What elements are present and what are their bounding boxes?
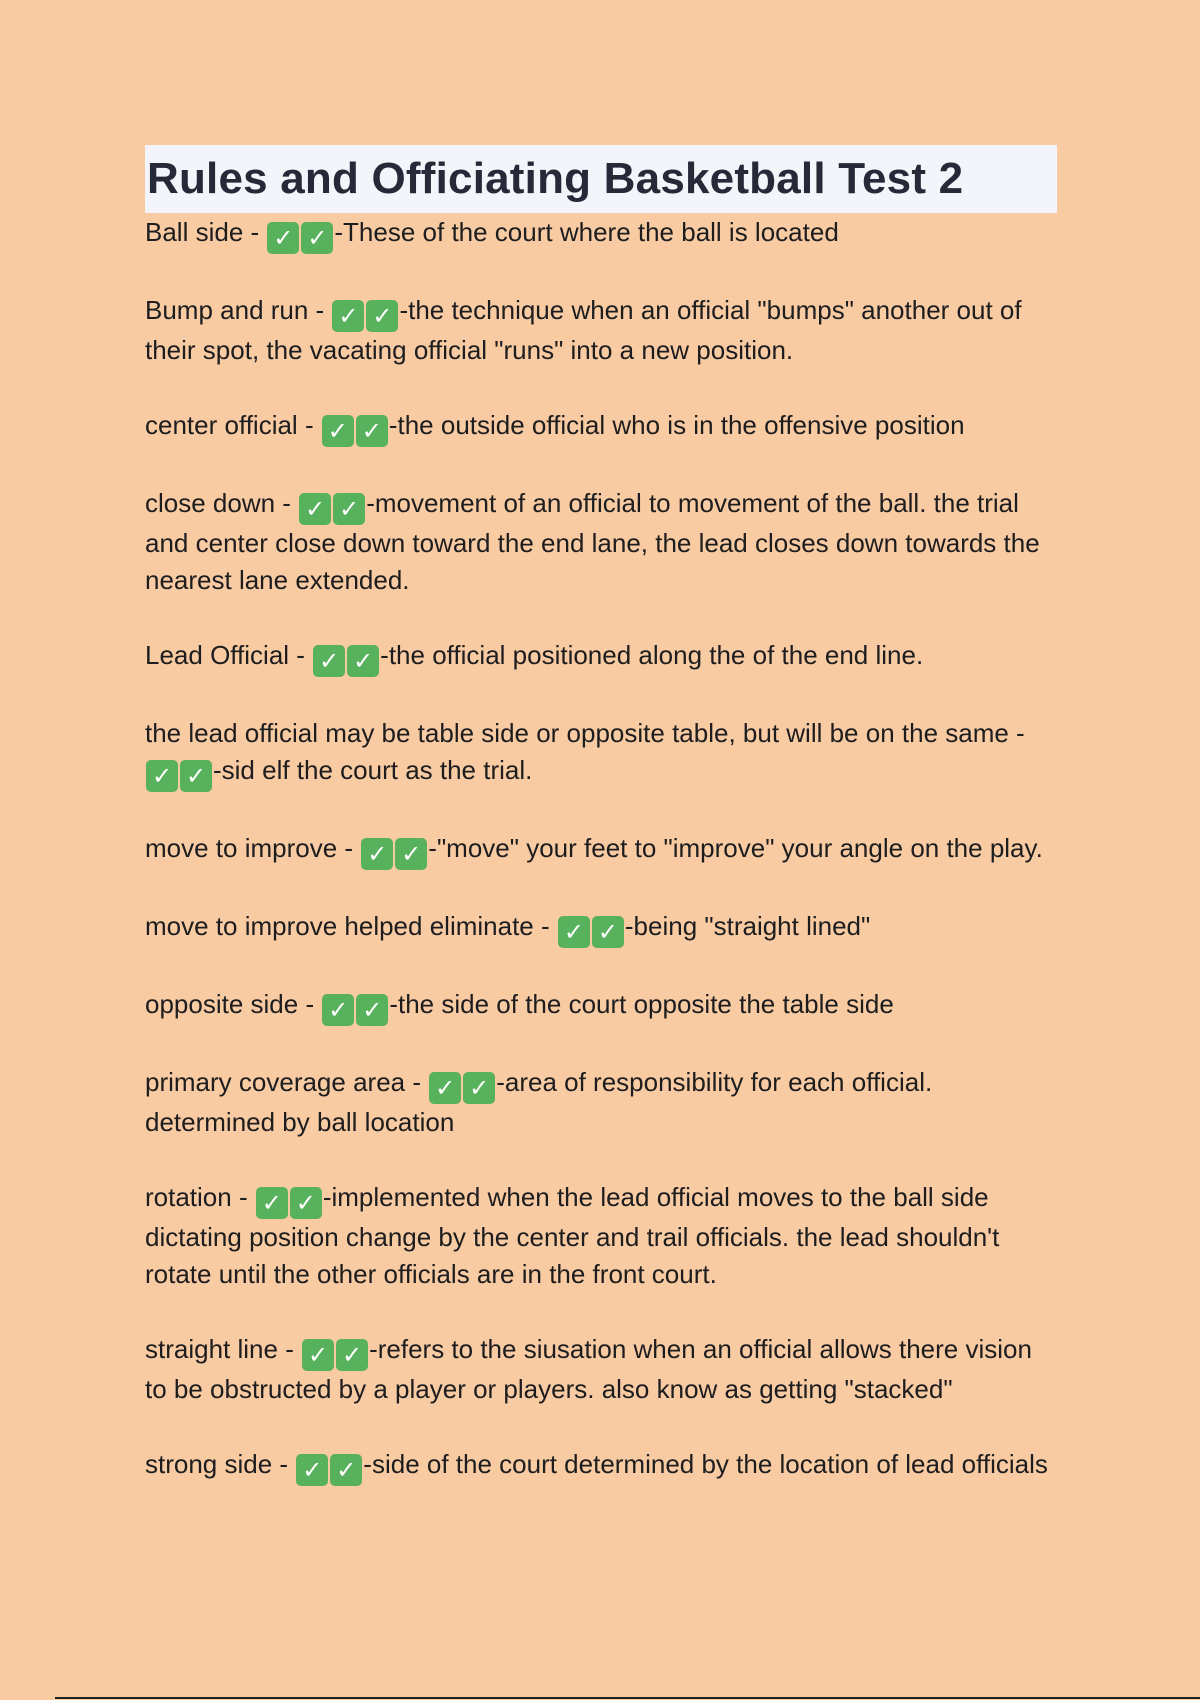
double-check-icon — [558, 916, 624, 948]
double-check-icon — [322, 994, 388, 1026]
check-icon: ✓ — [180, 760, 212, 792]
entry-separator: - — [297, 410, 321, 440]
check-icon: ✓ — [330, 1454, 362, 1486]
entry-separator: - — [533, 911, 557, 941]
entry-separator: - — [243, 217, 267, 247]
check-icon: ✓ — [301, 222, 333, 254]
check-icon: ✓ — [333, 493, 365, 525]
list-item — [145, 407, 1057, 447]
list-item — [145, 908, 1057, 948]
entry-definition: -the official positioned along the of the end line. — [380, 640, 924, 670]
entry-definition: -being "straight lined" — [624, 911, 871, 941]
check-icon: ✓ — [429, 1072, 461, 1104]
check-icon: ✓ — [296, 1454, 328, 1486]
entry-separator: - — [275, 488, 299, 518]
check-icon: ✓ — [313, 645, 345, 677]
entry-separator: - — [1008, 718, 1025, 748]
entry-definition: -side of the court determined by the location of lead officials — [363, 1449, 1048, 1479]
entry-term: strong side — [145, 1449, 273, 1479]
double-check-icon — [429, 1072, 495, 1104]
check-icon: ✓ — [361, 838, 393, 870]
footer-divider — [55, 1697, 1200, 1699]
entry-definition: -"move" your feet to "improve" your angle on the play. — [428, 833, 1043, 863]
entry-separator: - — [337, 833, 361, 863]
entry-definition: -the outside official who is in the offensive position — [388, 410, 965, 440]
entry-separator: - — [405, 1067, 429, 1097]
check-icon: ✓ — [322, 994, 354, 1026]
check-icon: ✓ — [146, 760, 178, 792]
entry-term: rotation — [145, 1182, 232, 1212]
entry-term: primary coverage area — [145, 1067, 406, 1097]
double-check-icon — [256, 1187, 322, 1219]
entry-term: opposite side — [145, 989, 299, 1019]
check-icon: ✓ — [356, 415, 388, 447]
entry-separator: - — [277, 1334, 302, 1364]
list-item — [145, 1064, 1057, 1141]
check-icon: ✓ — [267, 222, 299, 254]
entry-separator: - — [289, 640, 313, 670]
entry-definition: -the side of the court opposite the table side — [389, 989, 894, 1019]
check-icon: ✓ — [463, 1072, 495, 1104]
list-item — [145, 1446, 1057, 1486]
check-icon: ✓ — [366, 300, 398, 332]
entry-definition: -the technique when an official "bumps" another out of their spot, the vacating official "runs" into a new position. — [145, 295, 1022, 365]
double-check-icon — [361, 838, 427, 870]
entry-term: straight line — [145, 1334, 278, 1364]
double-check-icon — [322, 415, 388, 447]
check-icon: ✓ — [322, 415, 354, 447]
check-icon: ✓ — [336, 1339, 368, 1371]
page-title: Rules and Officiating Basketball Test 2 — [147, 154, 964, 203]
double-check-icon — [146, 760, 212, 792]
check-icon: ✓ — [302, 1339, 334, 1371]
check-icon: ✓ — [256, 1187, 288, 1219]
double-check-icon — [313, 645, 379, 677]
double-check-icon — [302, 1339, 368, 1371]
check-icon: ✓ — [290, 1187, 322, 1219]
list-item — [145, 292, 1057, 369]
entry-list — [145, 215, 1057, 1486]
entry-term: center official — [145, 410, 298, 440]
check-icon: ✓ — [299, 493, 331, 525]
check-icon: ✓ — [558, 916, 590, 948]
list-item — [145, 215, 1057, 254]
list-item — [145, 1331, 1057, 1408]
document-page — [145, 145, 1057, 1524]
double-check-icon — [296, 1454, 362, 1486]
double-check-icon — [332, 300, 398, 332]
entry-term: the lead official may be table side or opposite table, but will be on the same — [145, 718, 1009, 748]
entry-definition: -area of responsibility for each official. determined by ball location — [145, 1067, 933, 1137]
entry-term: Ball side — [145, 217, 244, 247]
check-icon: ✓ — [332, 300, 364, 332]
entry-definition: -These of the court where the ball is located — [334, 217, 839, 247]
entry-term: move to improve helped eliminate — [145, 911, 534, 941]
entry-definition: -sid elf the court as the trial. — [213, 755, 533, 785]
entry-definition: -implemented when the lead official moves to the ball side dictating position change by the center and trail officials. the lead shouldn't rotate until the other officials are in the front court. — [145, 1182, 1000, 1289]
entry-definition: -refers to the siusation when an official allows there vision to be obstructed by a player or players. also know as getting "stacked" — [145, 1334, 1032, 1404]
double-check-icon — [267, 222, 333, 254]
entry-separator: - — [272, 1449, 296, 1479]
entry-definition: -movement of an official to movement of the ball. the trial and center close down toward the end lane, the lead closes down towards the nearest lane extended. — [145, 488, 1040, 595]
list-item — [145, 986, 1057, 1026]
entry-term: move to improve — [145, 833, 338, 863]
double-check-icon — [299, 493, 365, 525]
entry-term: Lead Official — [145, 640, 290, 670]
entry-term: close down — [145, 488, 276, 518]
list-item — [145, 485, 1057, 599]
entry-term: Bump and run — [145, 295, 309, 325]
entry-separator: - — [231, 1182, 255, 1212]
list-item — [145, 637, 1057, 677]
list-item — [145, 1179, 1057, 1293]
entry-separator: - — [308, 295, 332, 325]
check-icon: ✓ — [395, 838, 427, 870]
check-icon: ✓ — [347, 645, 379, 677]
list-item — [145, 715, 1057, 792]
title-bar — [145, 145, 1057, 213]
check-icon: ✓ — [592, 916, 624, 948]
list-item — [145, 830, 1057, 870]
entry-separator: - — [298, 989, 322, 1019]
check-icon: ✓ — [356, 994, 388, 1026]
